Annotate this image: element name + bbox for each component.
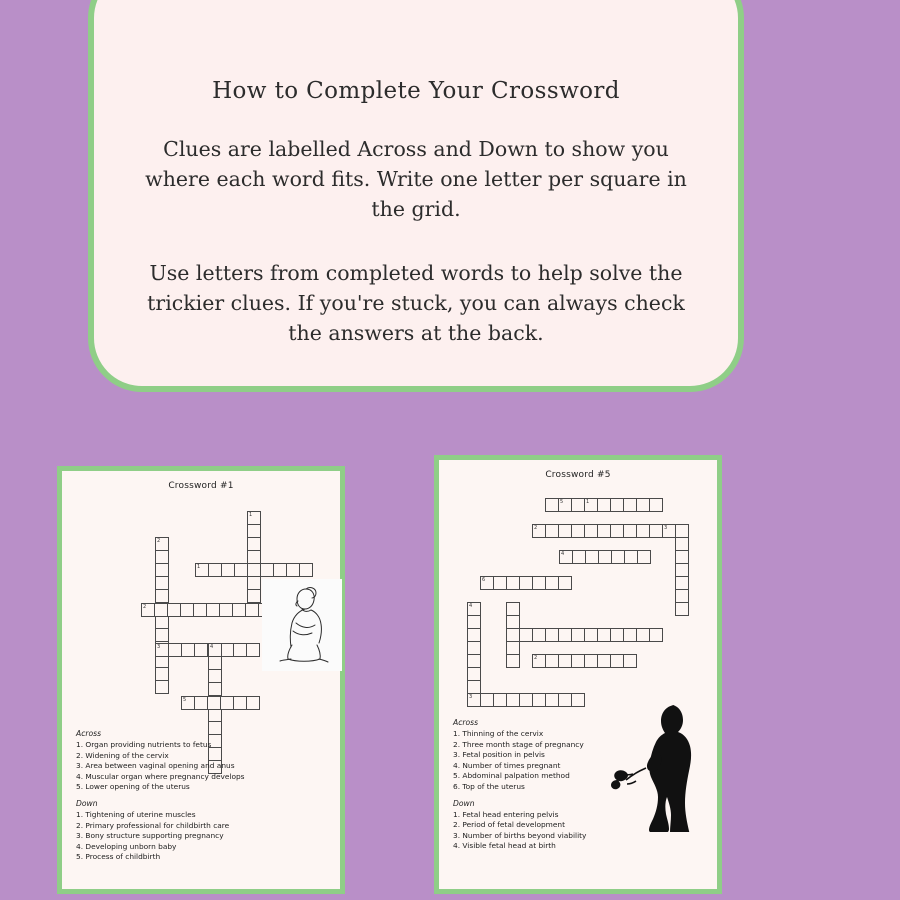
grid-cell[interactable]: [247, 576, 261, 590]
grid-cell[interactable]: [299, 563, 313, 577]
kneeling-pregnant-woman-icon: [262, 579, 342, 671]
grid-cell[interactable]: [558, 576, 572, 590]
grid-cell[interactable]: [220, 696, 234, 710]
grid-cell[interactable]: [155, 550, 169, 564]
grid-cell[interactable]: [206, 603, 220, 617]
grid-cell[interactable]: [545, 524, 559, 538]
grid-cell[interactable]: [545, 654, 559, 668]
grid-cell[interactable]: [467, 641, 481, 655]
grid-cell[interactable]: [675, 576, 689, 590]
grid-cell[interactable]: [506, 615, 520, 629]
grid-cell[interactable]: [493, 693, 507, 707]
grid-cell[interactable]: [155, 537, 169, 551]
down-clue: 1. Tightening of uterine muscles: [76, 809, 196, 819]
grid-cell[interactable]: [155, 576, 169, 590]
grid-cell[interactable]: [246, 696, 260, 710]
grid-word[interactable]: [181, 696, 259, 710]
grid-cell[interactable]: [597, 628, 611, 642]
grid-cell[interactable]: [571, 524, 585, 538]
grid-word[interactable]: [480, 576, 571, 590]
grid-cell[interactable]: [585, 550, 599, 564]
grid-cell[interactable]: [532, 654, 546, 668]
instructions-title: How to Complete Your Crossword: [212, 78, 620, 104]
grid-cell[interactable]: [559, 550, 573, 564]
grid-cell[interactable]: [208, 563, 222, 577]
grid-cell[interactable]: [610, 628, 624, 642]
grid-cell[interactable]: [180, 603, 194, 617]
grid-cell[interactable]: [675, 563, 689, 577]
grid-cell[interactable]: [155, 628, 169, 642]
across-clue: 3. Area between vaginal opening and anus: [76, 761, 235, 771]
grid-cell[interactable]: [624, 550, 638, 564]
grid-cell-number: 2: [534, 525, 538, 531]
grid-cell[interactable]: [181, 696, 195, 710]
across-clue: 3. Fetal position in pelvis: [453, 750, 545, 760]
grid-cell[interactable]: [623, 524, 637, 538]
grid-cell[interactable]: [506, 628, 520, 642]
across-heading: Across: [76, 729, 102, 738]
grid-cell[interactable]: [467, 667, 481, 681]
grid-cell[interactable]: [467, 628, 481, 642]
across-clue: 1. Thinning of the cervix: [453, 729, 544, 738]
grid-word[interactable]: [532, 654, 636, 668]
grid-cell[interactable]: [649, 498, 663, 512]
grid-cell-number: 1: [249, 512, 253, 518]
instructions-paragraph-1: Clues are labelled Across and Down to show you where each word fits. Write one letter per square in the grid.: [145, 137, 687, 221]
grid-cell[interactable]: [675, 524, 689, 538]
grid-cell[interactable]: [181, 643, 195, 657]
grid-cell[interactable]: [167, 603, 181, 617]
grid-cell-number: 2: [157, 538, 161, 544]
grid-cell[interactable]: [195, 563, 209, 577]
clue-list-1: [76, 729, 330, 863]
grid-word[interactable]: [467, 602, 481, 706]
grid-cell[interactable]: [155, 667, 169, 681]
grid-cell[interactable]: [649, 524, 663, 538]
across-clue: 5. Lower opening of the uterus: [76, 782, 190, 792]
instructions-paragraph-2: Use letters from completed words to help solve the trickier clues. If you're stuck, you can always check the answers at the back.: [147, 261, 685, 345]
grid-cell[interactable]: [597, 498, 611, 512]
grid-cell[interactable]: [637, 550, 651, 564]
grid-cell[interactable]: [207, 696, 221, 710]
grid-cell[interactable]: [155, 680, 169, 694]
grid-cell[interactable]: [208, 643, 222, 657]
grid-cell[interactable]: [208, 669, 222, 683]
down-heading: Down: [76, 798, 98, 808]
grid-cell[interactable]: [493, 576, 507, 590]
across-clue: 2. Widening of the cervix: [76, 750, 169, 760]
grid-cell[interactable]: [571, 693, 585, 707]
grid-cell[interactable]: [155, 563, 169, 577]
kneeling-pregnant-woman-illustration: [262, 579, 342, 671]
grid-word[interactable]: [467, 693, 584, 707]
grid-cell-number: 2: [143, 604, 147, 610]
grid-cell[interactable]: [467, 615, 481, 629]
grid-cell[interactable]: [246, 643, 260, 657]
grid-cell-number: 2: [534, 655, 538, 661]
grid-cell[interactable]: [208, 682, 222, 696]
down-clue: 3. Bony structure supporting pregnancy: [76, 831, 224, 841]
crossword-card-1[interactable]: [57, 466, 345, 894]
grid-word[interactable]: [506, 628, 662, 642]
down-clue: 4. Visible fetal head at birth: [453, 841, 556, 851]
grid-cell[interactable]: [221, 563, 235, 577]
grid-cell[interactable]: [193, 603, 207, 617]
grid-cell-number: 1: [586, 499, 590, 505]
grid-cell[interactable]: [155, 643, 169, 657]
pregnant-woman-silhouette-icon: [602, 700, 717, 832]
grid-cell[interactable]: [623, 628, 637, 642]
grid-word[interactable]: [559, 550, 650, 564]
grid-cell[interactable]: [247, 550, 261, 564]
grid-cell[interactable]: [623, 498, 637, 512]
grid-cell[interactable]: [558, 628, 572, 642]
grid-cell[interactable]: [154, 603, 168, 617]
down-clue: 2. Period of fetal development: [453, 820, 565, 830]
across-clue: 6. Top of the uterus: [453, 781, 525, 791]
grid-cell[interactable]: [219, 603, 233, 617]
across-clue: 4. Number of times pregnant: [453, 760, 561, 770]
grid-cell[interactable]: [598, 550, 612, 564]
grid-cell[interactable]: [623, 654, 637, 668]
grid-cell[interactable]: [610, 524, 624, 538]
grid-cell[interactable]: [611, 550, 625, 564]
grid-cell-number: 4: [561, 551, 565, 557]
grid-cell[interactable]: [532, 576, 546, 590]
grid-cell[interactable]: [467, 654, 481, 668]
across-clue: 2. Three month stage of pregnancy: [453, 739, 584, 749]
across-heading: Across: [453, 718, 479, 727]
grid-word[interactable]: [247, 511, 261, 602]
grid-cell-number: 5: [560, 499, 564, 505]
grid-cell[interactable]: [649, 628, 663, 642]
grid-cell[interactable]: [519, 628, 533, 642]
grid-cell-number: 6: [482, 577, 486, 583]
grid-cell[interactable]: [233, 696, 247, 710]
grid-cell[interactable]: [675, 602, 689, 616]
grid-cell[interactable]: [558, 498, 572, 512]
grid-cell[interactable]: [208, 656, 222, 670]
grid-word[interactable]: [675, 524, 689, 615]
across-clue: 4. Muscular organ where pregnancy develops: [76, 771, 245, 781]
grid-cell[interactable]: [155, 589, 169, 603]
grid-cell-number: 3: [469, 694, 473, 700]
grid-cell[interactable]: [194, 643, 208, 657]
grid-cell[interactable]: [532, 628, 546, 642]
grid-cell[interactable]: [558, 524, 572, 538]
crossword-grid-5[interactable]: [439, 486, 717, 722]
pregnant-woman-silhouette-illustration: [602, 700, 717, 832]
grid-cell[interactable]: [467, 602, 481, 616]
grid-cell[interactable]: [245, 603, 259, 617]
grid-cell[interactable]: [467, 693, 481, 707]
grid-cell[interactable]: [571, 628, 585, 642]
grid-cell[interactable]: [571, 498, 585, 512]
down-clue: 1. Fetal head entering pelvis: [453, 809, 559, 819]
grid-cell[interactable]: [584, 498, 598, 512]
grid-cell[interactable]: [506, 693, 520, 707]
grid-cell[interactable]: [247, 589, 261, 603]
grid-word[interactable]: [155, 643, 259, 657]
grid-cell[interactable]: [480, 576, 494, 590]
grid-cell[interactable]: [155, 615, 169, 629]
grid-cell[interactable]: [480, 693, 494, 707]
grid-cell-number: 1: [197, 564, 201, 570]
grid-cell[interactable]: [506, 641, 520, 655]
grid-cell[interactable]: [571, 654, 585, 668]
grid-cell[interactable]: [519, 693, 533, 707]
grid-cell[interactable]: [545, 628, 559, 642]
grid-cell[interactable]: [545, 498, 559, 512]
grid-cell[interactable]: [519, 576, 533, 590]
grid-cell[interactable]: [286, 563, 300, 577]
grid-cell-number: 3: [664, 525, 668, 531]
grid-cell[interactable]: [168, 643, 182, 657]
grid-cell[interactable]: [675, 537, 689, 551]
grid-cell[interactable]: [636, 628, 650, 642]
grid-cell[interactable]: [532, 524, 546, 538]
grid-cell[interactable]: [545, 693, 559, 707]
grid-cell[interactable]: [247, 524, 261, 538]
grid-cell[interactable]: [597, 654, 611, 668]
grid-word[interactable]: [532, 524, 688, 538]
grid-cell[interactable]: [675, 589, 689, 603]
grid-cell[interactable]: [506, 576, 520, 590]
down-clue: 3. Number of births beyond viability: [453, 830, 587, 840]
grid-word[interactable]: [141, 603, 271, 617]
grid-cell[interactable]: [234, 563, 248, 577]
grid-cell[interactable]: [597, 524, 611, 538]
grid-cell[interactable]: [610, 498, 624, 512]
grid-cell-number: 4: [210, 644, 214, 650]
grid-cell[interactable]: [610, 654, 624, 668]
crossword-title-1: Crossword #1: [168, 481, 234, 491]
grid-cell[interactable]: [233, 643, 247, 657]
grid-cell[interactable]: [558, 654, 572, 668]
grid-cell[interactable]: [532, 693, 546, 707]
grid-word[interactable]: [545, 498, 662, 512]
grid-cell[interactable]: [545, 576, 559, 590]
grid-cell-number: 4: [469, 603, 473, 609]
grid-cell[interactable]: [506, 654, 520, 668]
grid-cell[interactable]: [506, 602, 520, 616]
down-clue: 2. Primary professional for childbirth care: [76, 820, 230, 830]
down-heading: Down: [453, 798, 475, 808]
grid-cell[interactable]: [247, 563, 261, 577]
grid-cell[interactable]: [247, 511, 261, 525]
grid-cell[interactable]: [273, 563, 287, 577]
crossword-title-5: Crossword #5: [545, 470, 611, 480]
grid-cell[interactable]: [662, 524, 676, 538]
grid-cell[interactable]: [232, 603, 246, 617]
grid-cell[interactable]: [467, 680, 481, 694]
grid-cell[interactable]: [220, 643, 234, 657]
grid-cell[interactable]: [247, 537, 261, 551]
grid-cell[interactable]: [636, 498, 650, 512]
across-clue: 5. Abdominal palpation method: [453, 771, 570, 781]
grid-cell[interactable]: [675, 550, 689, 564]
grid-cell-number: 5: [183, 697, 187, 703]
grid-cell[interactable]: [572, 550, 586, 564]
grid-word[interactable]: [506, 602, 520, 667]
grid-cell-number: 3: [157, 644, 161, 650]
across-clue: 1. Organ providing nutrients to fetus: [76, 740, 212, 749]
grid-cell[interactable]: [636, 524, 650, 538]
grid-cell[interactable]: [194, 696, 208, 710]
grid-cell[interactable]: [141, 603, 155, 617]
instructions-card: [88, 0, 744, 392]
grid-cell[interactable]: [584, 628, 598, 642]
grid-cell[interactable]: [260, 563, 274, 577]
grid-cell[interactable]: [558, 693, 572, 707]
grid-word[interactable]: [195, 563, 312, 577]
grid-cell[interactable]: [584, 524, 598, 538]
down-clue: 4. Developing unborn baby: [76, 841, 177, 851]
grid-cell[interactable]: [584, 654, 598, 668]
down-clue: 5. Process of childbirth: [76, 852, 161, 862]
grid-cell[interactable]: [208, 708, 222, 722]
